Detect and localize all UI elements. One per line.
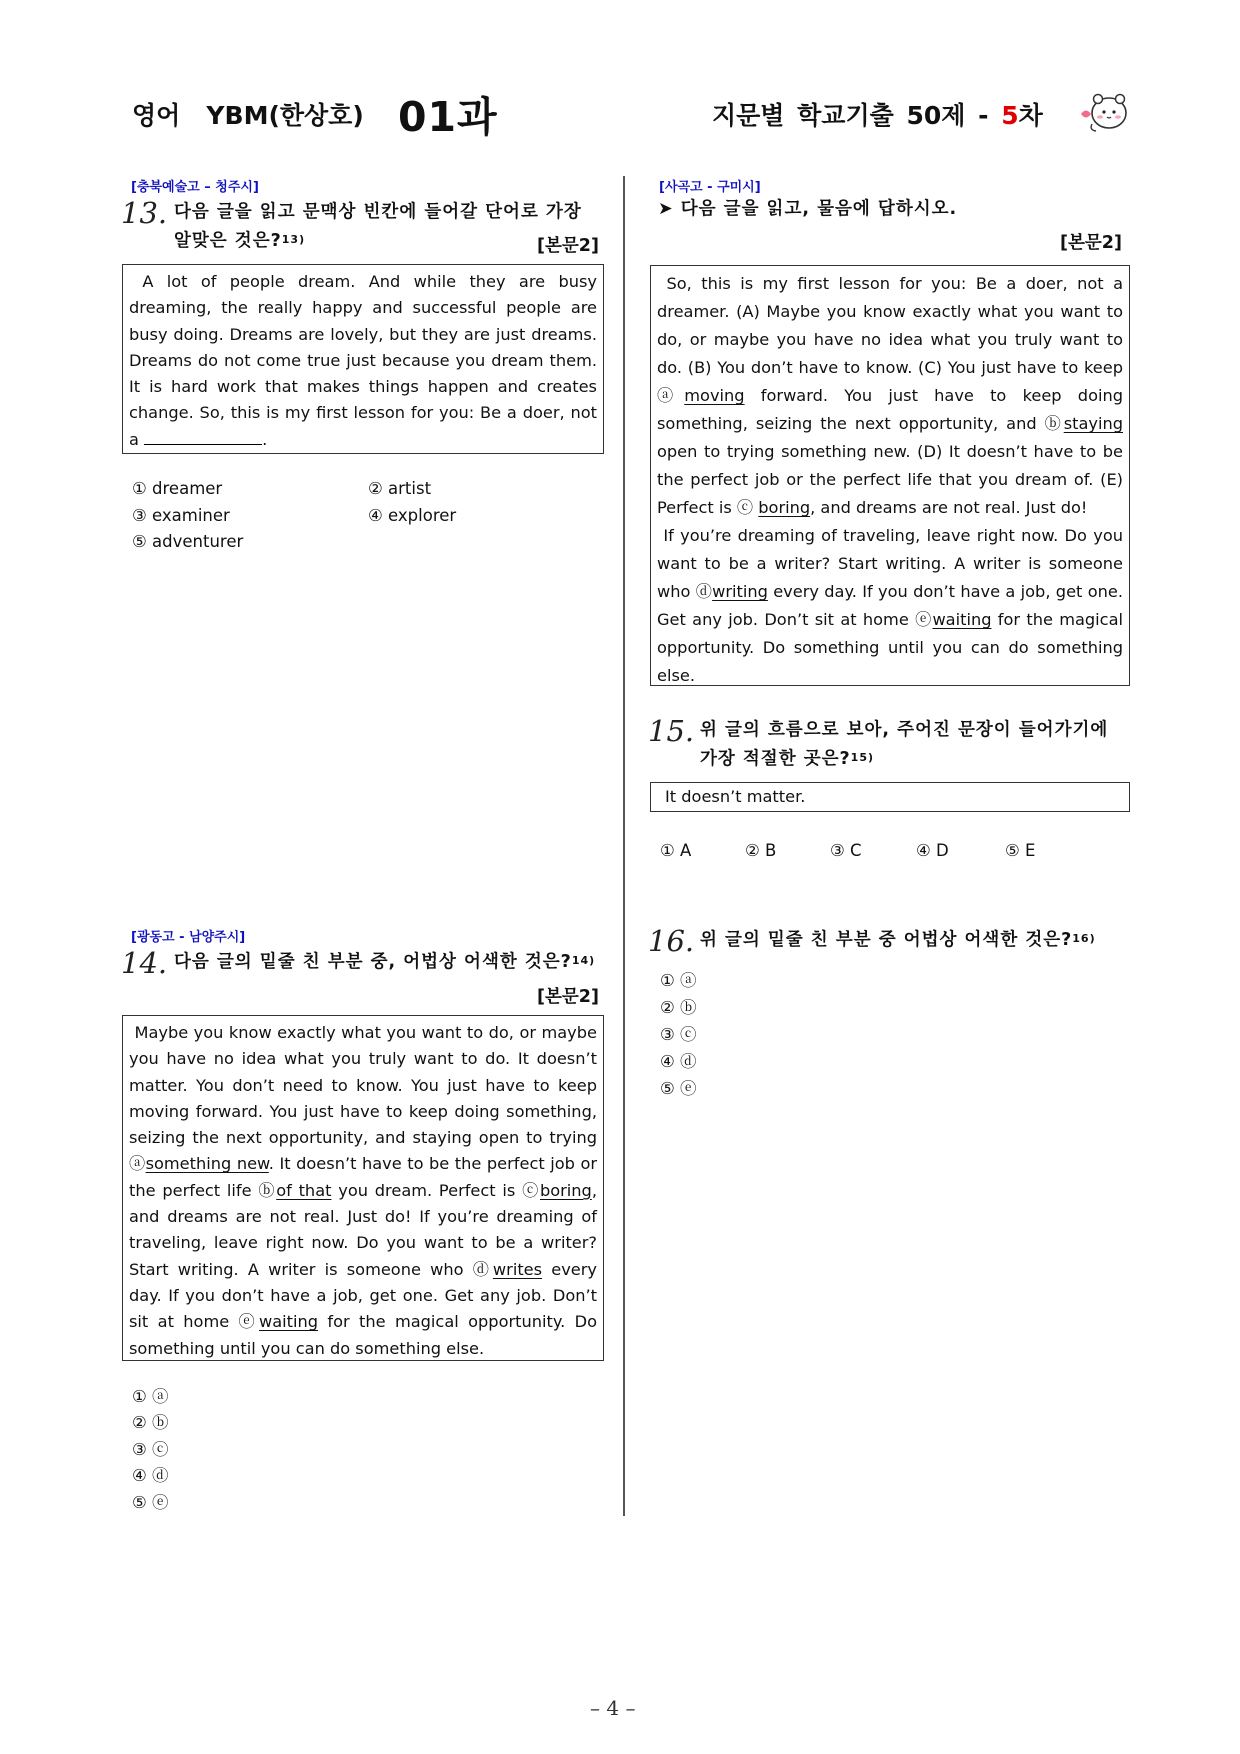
q14-option-3[interactable]: ③ ⓒ: [132, 1440, 169, 1459]
q14-underline-d: writes: [492, 1259, 543, 1279]
q16-option-1[interactable]: ① ⓐ: [660, 971, 697, 990]
q14-passage-part: you dream. Perfect is ⓒ: [331, 1180, 540, 1200]
q15-option-4[interactable]: ④ D: [916, 841, 949, 860]
q14-passage-part: . It doesn’t have to be the perfect job or the perfect life ⓑ: [129, 1154, 597, 1200]
shared-underline-e: waiting: [932, 610, 992, 629]
shared-passage-part: , and dreams are not real. Just do!: [810, 498, 1088, 517]
q14-passage-part: for the magical opportunity. Do something until you can do something else.: [129, 1312, 598, 1358]
q15-number: 15.: [648, 714, 695, 748]
mascot-icon: [1076, 86, 1132, 136]
worksheet-title-prefix: 지문별 학교기출 50제 -: [712, 101, 1002, 130]
shared-passage-box: [650, 265, 1130, 686]
q16-footnote: 16): [1072, 932, 1096, 945]
q13-option-5[interactable]: ⑤ adventurer: [132, 532, 244, 551]
q14-option-1[interactable]: ① ⓐ: [132, 1387, 169, 1406]
q16-option-3[interactable]: ③ ⓒ: [660, 1025, 697, 1044]
q13-blank: [144, 430, 262, 445]
q15-question-text: 위 글의 흐름으로 보아, 주어진 문장이 들어가기에 가장 적절한 곳은?: [700, 720, 1109, 769]
q15-question: [700, 716, 1130, 774]
shared-passage-part: every day. If you don’t have a job, get one. Get any job. Don’t sit at home ⓔ: [657, 582, 1123, 629]
q14-question-text: 다음 글의 밑줄 친 부분 중, 어법상 어색한 것은?: [174, 952, 572, 972]
shared-passage-part: If you’re dreaming of traveling, leave right now. Do you want to be a writer? Start writing. A writer is someone who ⓓ: [657, 526, 1123, 601]
shared-source: [사곡고 - 구미시]: [659, 180, 761, 195]
q15-option-5[interactable]: ⑤ E: [1005, 841, 1036, 860]
q15-given-sentence: It doesn’t matter.: [665, 787, 806, 806]
q15-option-1[interactable]: ① A: [660, 841, 692, 860]
shared-underline-a: moving: [684, 386, 745, 405]
shared-passage-part: forward. You just have to keep doing something, seizing the next opportunity, and ⓑ: [657, 386, 1123, 433]
q14-option-2[interactable]: ② ⓑ: [132, 1413, 169, 1432]
round-number: 5: [1001, 101, 1019, 130]
q13-option-2[interactable]: ② artist: [368, 479, 432, 498]
shared-passage-part: So, this is my first lesson for you: Be a doer, not a dreamer. (A) Maybe you know exactly what you want to do, or maybe you have no idea what you truly want to do. (B) You don’t have to know. (C) You just have to keep ⓐ: [657, 274, 1123, 405]
lesson-title: 01과: [398, 93, 498, 141]
q14-option-4[interactable]: ④ ⓓ: [132, 1466, 169, 1485]
q15-option-3[interactable]: ③ C: [830, 841, 862, 860]
column-divider: [623, 176, 625, 1516]
q13-source: [충북예술고 – 청주시]: [131, 180, 259, 195]
subject-label: 영어 YBM(한상호): [132, 101, 364, 130]
shared-underline-d: writing: [712, 582, 768, 601]
round-suffix: 차: [1018, 101, 1043, 130]
shared-tag: [본문2]: [1060, 233, 1122, 253]
q16-question-text: 위 글의 밑줄 친 부분 중 어법상 어색한 것은?: [700, 930, 1073, 950]
q16-question: [700, 926, 1140, 955]
q14-underline-b: of that: [276, 1180, 332, 1200]
q15-option-2[interactable]: ② B: [745, 841, 777, 860]
q13-passage-box: [122, 264, 604, 454]
q14-passage-box: [122, 1015, 604, 1361]
q14-passage-part: every day. If you don’t have a job, get one. Get any job. Don’t sit at home ⓔ: [129, 1259, 597, 1332]
q13-option-4[interactable]: ④ explorer: [368, 506, 457, 525]
q13-tag: [본문2]: [537, 236, 599, 256]
q14-underline-a: something new: [145, 1154, 269, 1174]
q16-number: 16.: [648, 924, 695, 958]
q14-underline-e: waiting: [258, 1312, 319, 1332]
q14-underline-c: boring: [539, 1180, 592, 1200]
shared-passage-part: for the magical opportunity. Do something until you can do something else.: [657, 610, 1123, 685]
q14-footnote: 14): [571, 954, 596, 967]
shared-passage-paragraph-2: [657, 522, 1123, 690]
q14-number: 14.: [121, 946, 168, 980]
q14-question: [174, 948, 614, 977]
q13-passage: A lot of people dream. And while they are busy dreaming, the really happy and successful people are busy doing. Dreams are lovely, but they are just dreams. Dreams do not come true just because you dream them. It is hard work that makes things happen and creates change. So, this is my first lesson for you: Be a doer, not a .: [129, 272, 597, 449]
q14-source: [광동고 - 남양주시]: [131, 930, 246, 945]
q15-given-sentence-box: [650, 782, 1130, 812]
q14-option-5[interactable]: ⑤ ⓔ: [132, 1493, 169, 1512]
q15-footnote: 15): [850, 751, 875, 764]
q13-option-3[interactable]: ③ examiner: [132, 506, 230, 525]
q14-passage-part: , and dreams are not real. Just do! If you’re dreaming of traveling, leave right now. Do you want to be a writer? Start writing. A writer is someone who ⓓ: [129, 1180, 597, 1279]
q14-passage: [129, 1020, 597, 1362]
shared-passage-part: open to trying something new. (D) It doesn’t have to be the perfect job or the perfect life that you dream of. (E) Perfect is ⓒ: [657, 442, 1123, 517]
shared-passage-paragraph-1: [657, 270, 1123, 522]
q16-option-5[interactable]: ⑤ ⓔ: [660, 1079, 697, 1098]
q16-option-4[interactable]: ④ ⓓ: [660, 1052, 697, 1071]
page-number: – 4 –: [590, 1696, 636, 1720]
q16-option-2[interactable]: ② ⓑ: [660, 998, 697, 1017]
worksheet-title: [712, 96, 1043, 132]
q13-number: 13.: [121, 196, 168, 230]
shared-underline-c: boring: [758, 498, 811, 517]
shared-instruction: ➤ 다음 글을 읽고, 물음에 답하시오.: [658, 199, 958, 219]
q13-question-text: 다음 글을 읽고 문맥상 빈칸에 들어갈 단어로 가장 알맞은 것은?: [174, 202, 582, 251]
q14-passage-part: Maybe you know exactly what you want to do, or maybe you have no idea what you truly want to do. It doesn’t matter. You don’t need to know. You just have to keep moving forward. You just have to keep doing something, seizing the next opportunity, and staying open to trying ⓐ: [129, 1023, 597, 1174]
q13-passage-text: A lot of people dream. And while they are busy dreaming, the really happy and successful people are busy doing. Dreams are lovely, but they are just dreams. Dreams do not come true just because you dream them. It is hard work that makes things happen and creates change. So, this is my first lesson for you: Be a doer, not a: [129, 272, 597, 449]
shared-underline-b: staying: [1063, 414, 1123, 433]
q13-option-1[interactable]: ① dreamer: [132, 479, 223, 498]
q14-tag: [본문2]: [537, 987, 599, 1007]
q13-footnote: 13): [281, 233, 306, 246]
